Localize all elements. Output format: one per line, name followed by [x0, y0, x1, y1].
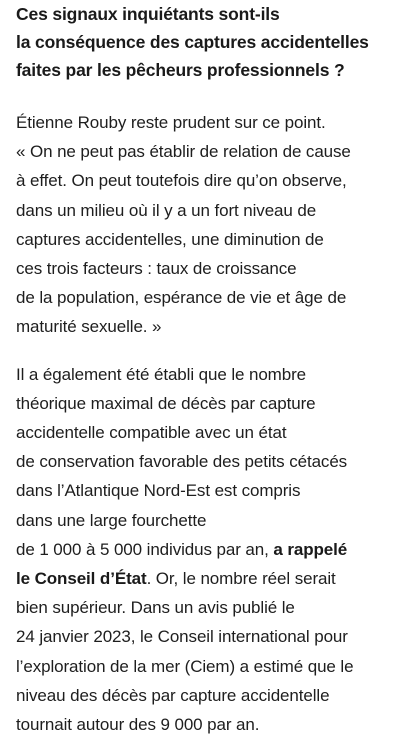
paragraph-line: bien supérieur. Dans un avis publié le [16, 598, 295, 618]
text-before-link: de 1 000 à 5 000 individus par an, [16, 539, 274, 559]
paragraph-line: de la population, espérance de vie et âge de [16, 288, 347, 308]
paragraph-line: tournait autour des 9 000 par an. [16, 715, 260, 735]
conseil-etat-link-part1[interactable]: a rappelé [273, 539, 348, 559]
paragraph-quote [16, 108, 392, 342]
paragraph-line: l’exploration de la mer (Ciem) a estimé que le [16, 656, 354, 676]
heading-line: faites par les pêcheurs professionnels ? [16, 60, 345, 80]
text-after-link: . Or, le nombre réel serait [146, 569, 336, 589]
paragraph-line [16, 535, 392, 564]
paragraph-line: niveau des décès par capture accidentelle [16, 685, 330, 705]
paragraph-line: dans l’Atlantique Nord-Est est compris [16, 481, 301, 501]
heading-line: la conséquence des captures accidentelles [16, 32, 369, 52]
paragraph-statistics [16, 360, 392, 740]
paragraph-line: maturité sexuelle. » [16, 317, 162, 337]
section-heading [16, 0, 392, 84]
heading-line: Ces signaux inquiétants sont-ils [16, 4, 280, 24]
paragraph-line: théorique maximal de décès par capture [16, 393, 316, 413]
paragraph-line: Étienne Rouby reste prudent sur ce point. [16, 113, 326, 132]
conseil-etat-link-part2[interactable]: le Conseil d’État [16, 569, 147, 589]
paragraph-line: Il a également été établi que le nombre [16, 364, 307, 384]
paragraph-line: dans un milieu où il y a un fort niveau de [16, 200, 317, 220]
paragraph-line: de conservation favorable des petits cétacés [16, 452, 348, 472]
paragraph-line: « On ne peut pas établir de relation de cause [16, 142, 351, 162]
paragraph-line: accidentelle compatible avec un état [16, 423, 287, 443]
paragraph-line: à effet. On peut toutefois dire qu’on observe, [16, 171, 347, 191]
paragraph-line: captures accidentelles, une diminution de [16, 229, 324, 249]
paragraph-line [16, 564, 392, 593]
paragraph-line: dans une large fourchette [16, 510, 207, 530]
paragraph-line: ces trois facteurs : taux de croissance [16, 259, 297, 279]
paragraph-line: 24 janvier 2023, le Conseil international pour [16, 627, 348, 647]
